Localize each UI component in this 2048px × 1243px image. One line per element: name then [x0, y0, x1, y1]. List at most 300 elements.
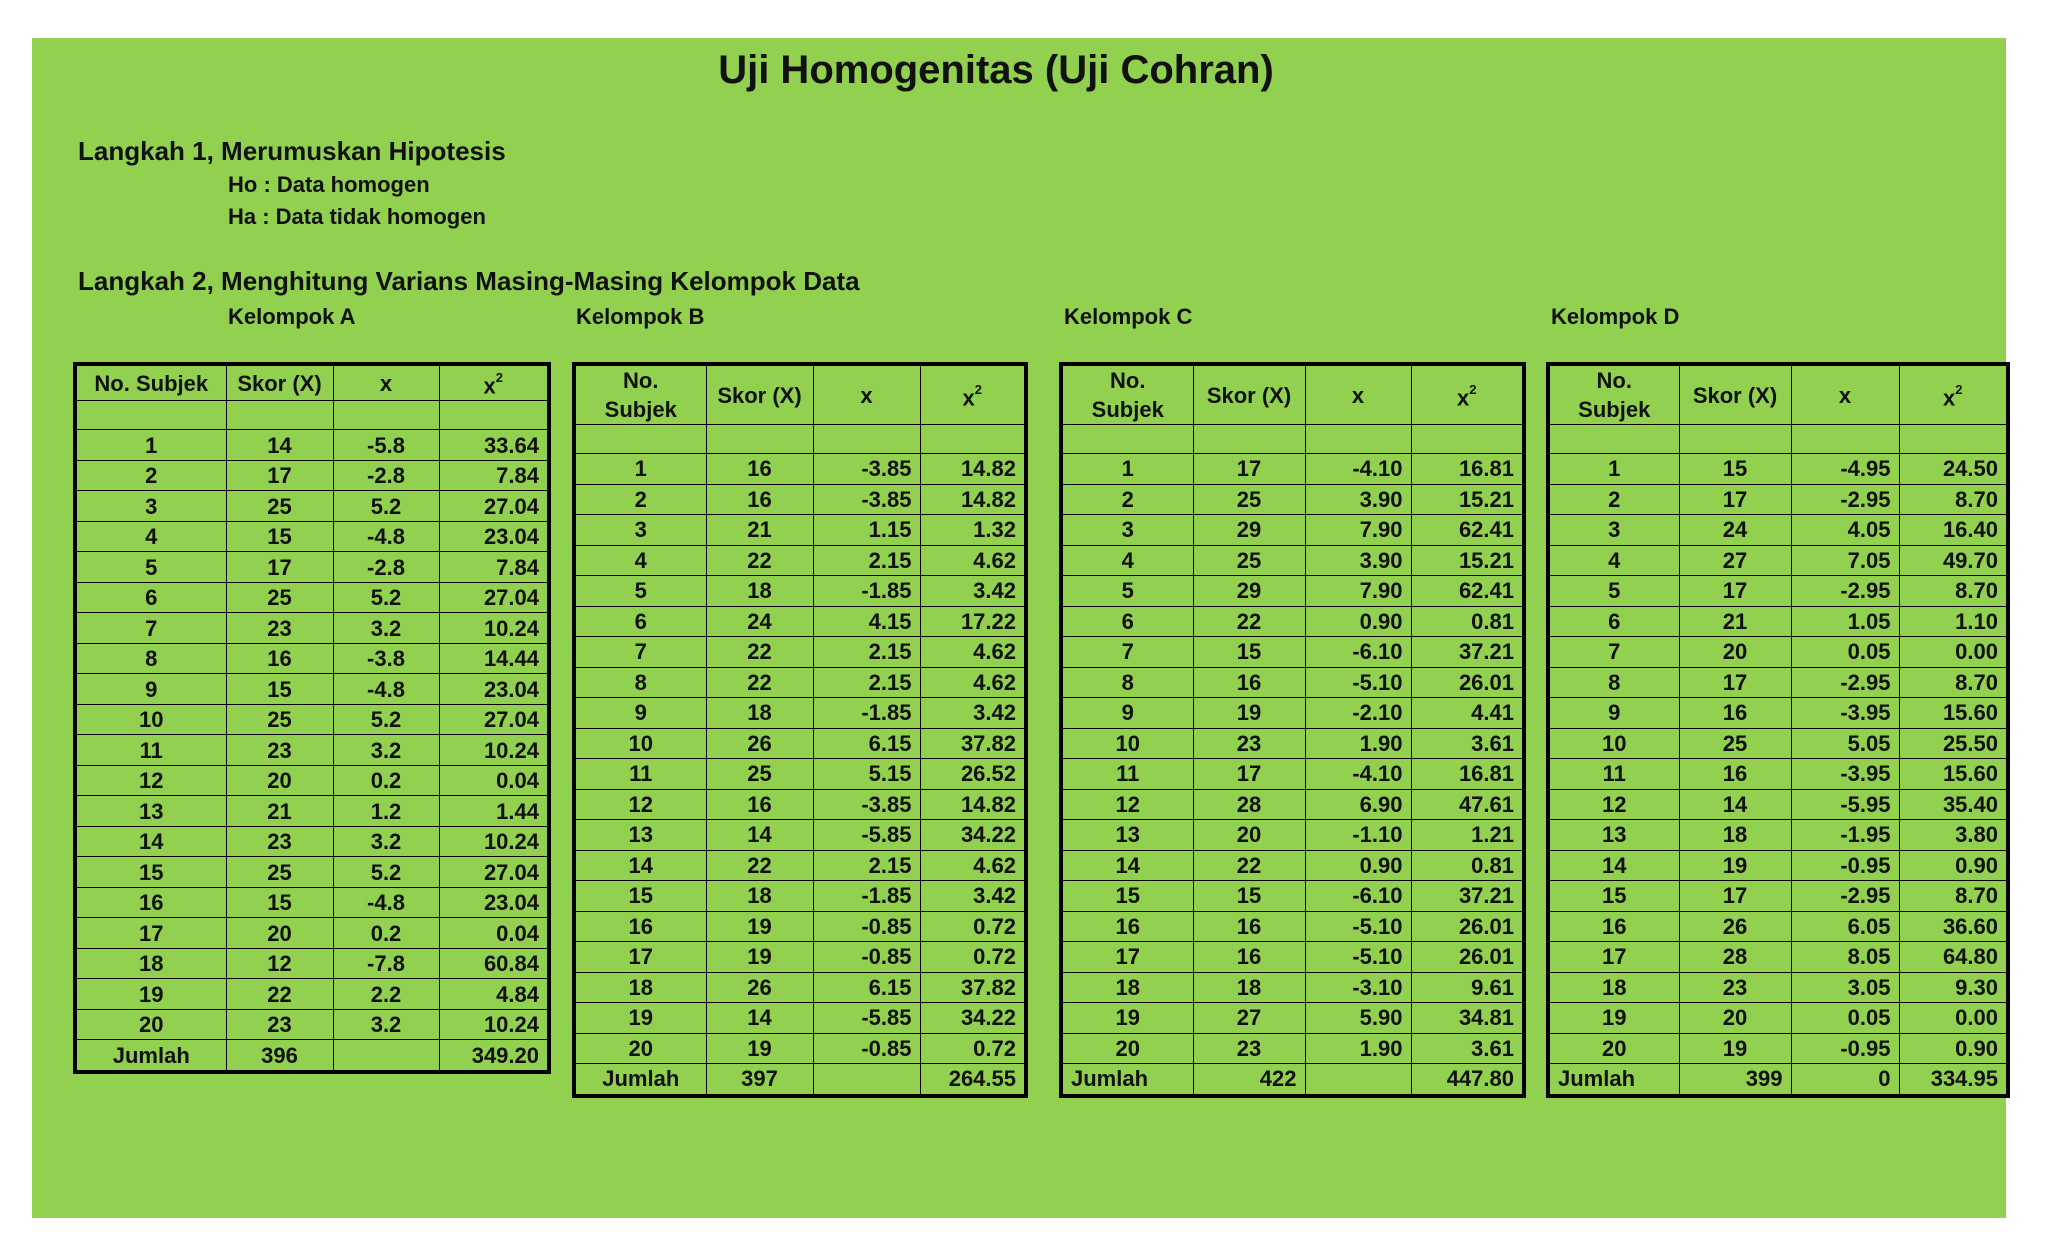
cell-skor: 19: [706, 942, 813, 973]
table-row: [1548, 637, 2008, 668]
cell-no-subjek: 19: [1061, 1003, 1193, 1034]
cell-x-squared: 62.41: [1411, 576, 1524, 607]
cell-no-subjek: 3: [574, 515, 706, 546]
table-row: [75, 1009, 549, 1040]
cell-skor: 16: [226, 643, 333, 674]
cell-no-subjek: 12: [75, 765, 226, 796]
cell-x: 3.90: [1305, 545, 1411, 576]
table-spacer-row: [75, 401, 549, 430]
table-row: [574, 667, 1026, 698]
table-row: [1061, 972, 1524, 1003]
cell-no-subjek: 17: [574, 942, 706, 973]
cell-x-squared: 17.22: [920, 606, 1026, 637]
cell-x-squared: 26.01: [1411, 911, 1524, 942]
cell-x: 3.2: [333, 826, 439, 857]
cell-no-subjek: 15: [1061, 881, 1193, 912]
cell-skor: 16: [1193, 911, 1305, 942]
cell-no-subjek: 17: [1061, 942, 1193, 973]
total-x-squared: 334.95: [1899, 1064, 2008, 1096]
cell-no-subjek: 16: [75, 887, 226, 918]
cell-no-subjek: 1: [574, 454, 706, 485]
cell-no-subjek: 12: [1061, 789, 1193, 820]
empty-cell: [920, 425, 1026, 454]
cell-x: -2.95: [1791, 484, 1899, 515]
total-x-squared: 349.20: [439, 1040, 549, 1072]
cell-x: -1.95: [1791, 820, 1899, 851]
cell-x: -5.95: [1791, 789, 1899, 820]
cell-x: -2.8: [333, 552, 439, 583]
cell-skor: 28: [1193, 789, 1305, 820]
cell-no-subjek: 6: [75, 582, 226, 613]
cell-x-squared: 23.04: [439, 887, 549, 918]
table-row: [574, 698, 1026, 729]
table-row: [1061, 759, 1524, 790]
cell-no-subjek: 9: [75, 674, 226, 705]
table-row: [75, 552, 549, 583]
header-x-squared-base: x: [1943, 385, 1956, 411]
table-spacer-row: [574, 425, 1026, 454]
cell-x-squared: 47.61: [1411, 789, 1524, 820]
table-row: [75, 857, 549, 888]
table-row: [1548, 881, 2008, 912]
table-row: [574, 911, 1026, 942]
table-row: [1061, 911, 1524, 942]
cell-x-squared: 15.60: [1899, 759, 2008, 790]
cell-x: -2.95: [1791, 667, 1899, 698]
header-x-squared-exponent: 2: [1955, 381, 1963, 397]
table-row: [1061, 820, 1524, 851]
group-label-c: Kelompok C: [1064, 304, 1193, 329]
cell-skor: 17: [1679, 881, 1791, 912]
header-no-subjek: No. Subjek: [1548, 364, 1679, 425]
cell-no-subjek: 1: [1548, 454, 1679, 485]
table-row: [574, 606, 1026, 637]
cell-x: -5.8: [333, 430, 439, 461]
table-row: [1061, 789, 1524, 820]
cell-skor: 22: [226, 979, 333, 1010]
header-x-squared: [920, 364, 1026, 425]
cell-skor: 22: [1193, 850, 1305, 881]
table-row: [1548, 667, 2008, 698]
header-skor: Skor (X): [226, 364, 333, 401]
table-row: [75, 979, 549, 1010]
cell-x: 2.15: [813, 545, 920, 576]
cell-x-squared: 16.81: [1411, 454, 1524, 485]
cell-skor: 25: [226, 857, 333, 888]
cell-skor: 14: [226, 430, 333, 461]
table-row: [1061, 698, 1524, 729]
cell-x: -0.85: [813, 911, 920, 942]
cell-x: -5.10: [1305, 942, 1411, 973]
cell-skor: 12: [226, 948, 333, 979]
cell-no-subjek: 6: [574, 606, 706, 637]
cell-x-squared: 34.22: [920, 1003, 1026, 1034]
cell-x: 2.15: [813, 637, 920, 668]
table-row: [1061, 637, 1524, 668]
header-skor: Skor (X): [1193, 364, 1305, 425]
cell-x: 2.2: [333, 979, 439, 1010]
cell-x-squared: 10.24: [439, 826, 549, 857]
header-x: x: [813, 364, 920, 425]
table-header-row: [574, 364, 1026, 425]
cell-skor: 18: [706, 881, 813, 912]
cell-skor: 15: [1679, 454, 1791, 485]
empty-cell: [1899, 425, 2008, 454]
cell-x-squared: 8.70: [1899, 881, 2008, 912]
cell-no-subjek: 20: [574, 1033, 706, 1064]
cell-x-squared: 4.62: [920, 545, 1026, 576]
cell-skor: 18: [706, 576, 813, 607]
cell-x-squared: 3.61: [1411, 1033, 1524, 1064]
cell-no-subjek: 6: [1548, 606, 1679, 637]
cell-skor: 16: [1193, 942, 1305, 973]
table-spacer-row: [1548, 425, 2008, 454]
cell-no-subjek: 13: [1548, 820, 1679, 851]
cell-skor: 25: [1679, 728, 1791, 759]
cell-x: 0.05: [1791, 637, 1899, 668]
cell-no-subjek: 10: [1548, 728, 1679, 759]
table-row: [1548, 759, 2008, 790]
cell-x: -1.10: [1305, 820, 1411, 851]
cell-skor: 14: [706, 1003, 813, 1034]
cell-skor: 14: [706, 820, 813, 851]
cell-skor: 20: [226, 765, 333, 796]
cell-no-subjek: 14: [574, 850, 706, 881]
cell-x-squared: 15.21: [1411, 545, 1524, 576]
cell-x: 0.2: [333, 765, 439, 796]
table-total-row: [1548, 1064, 2008, 1096]
table-header-row: [1548, 364, 2008, 425]
cell-no-subjek: 7: [1548, 637, 1679, 668]
cell-skor: 24: [1679, 515, 1791, 546]
cell-no-subjek: 9: [1548, 698, 1679, 729]
table-row: [75, 491, 549, 522]
empty-cell: [75, 401, 226, 430]
header-x-squared-exponent: 2: [1469, 381, 1477, 397]
cell-x-squared: 0.90: [1899, 850, 2008, 881]
cell-skor: 15: [1193, 881, 1305, 912]
cell-skor: 17: [1679, 667, 1791, 698]
table-row: [1548, 850, 2008, 881]
group-label-a: Kelompok A: [228, 304, 356, 329]
cell-x: 3.90: [1305, 484, 1411, 515]
cell-skor: 26: [706, 972, 813, 1003]
cell-no-subjek: 20: [75, 1009, 226, 1040]
cell-x: -4.8: [333, 887, 439, 918]
cell-x-squared: 14.82: [920, 484, 1026, 515]
cell-x-squared: 0.72: [920, 1033, 1026, 1064]
cell-no-subjek: 4: [1548, 545, 1679, 576]
total-skor: 396: [226, 1040, 333, 1072]
group-label-b: Kelompok B: [576, 304, 705, 329]
table-row: [75, 643, 549, 674]
cell-x-squared: 9.30: [1899, 972, 2008, 1003]
table-row: [75, 582, 549, 613]
cell-x-squared: 7.84: [439, 460, 549, 491]
hypothesis-ha: Ha : Data tidak homogen: [228, 204, 486, 229]
header-x: x: [1791, 364, 1899, 425]
cell-no-subjek: 2: [574, 484, 706, 515]
cell-no-subjek: 18: [574, 972, 706, 1003]
total-skor: 399: [1679, 1064, 1791, 1096]
cell-no-subjek: 4: [75, 521, 226, 552]
cell-no-subjek: 5: [1061, 576, 1193, 607]
cell-x-squared: 15.60: [1899, 698, 2008, 729]
cell-no-subjek: 8: [75, 643, 226, 674]
cell-skor: 17: [1679, 484, 1791, 515]
cell-x: 5.2: [333, 704, 439, 735]
table-row: [75, 887, 549, 918]
page-title: Uji Homogenitas (Uji Cohran): [718, 48, 1274, 92]
table-total-row: [1061, 1064, 1524, 1096]
cell-x: 5.15: [813, 759, 920, 790]
cell-x-squared: 24.50: [1899, 454, 2008, 485]
cell-skor: 27: [1679, 545, 1791, 576]
cell-skor: 22: [706, 545, 813, 576]
cell-no-subjek: 5: [574, 576, 706, 607]
cell-no-subjek: 17: [1548, 942, 1679, 973]
total-skor: 397: [706, 1064, 813, 1096]
table-row: [574, 637, 1026, 668]
cell-x: -5.85: [813, 820, 920, 851]
cell-x: 1.05: [1791, 606, 1899, 637]
table-total-row: [75, 1040, 549, 1072]
cell-no-subjek: 8: [1061, 667, 1193, 698]
cell-x: 0.90: [1305, 850, 1411, 881]
table-row: [1548, 789, 2008, 820]
cell-skor: 29: [1193, 515, 1305, 546]
total-x: [1305, 1064, 1411, 1096]
table-row: [75, 521, 549, 552]
cell-x-squared: 27.04: [439, 582, 549, 613]
cell-skor: 14: [1679, 789, 1791, 820]
table-row: [574, 545, 1026, 576]
total-x: [333, 1040, 439, 1072]
cell-x: -2.8: [333, 460, 439, 491]
cell-x-squared: 27.04: [439, 704, 549, 735]
cell-x-squared: 16.40: [1899, 515, 2008, 546]
table-row: [1548, 698, 2008, 729]
cell-x: -2.10: [1305, 698, 1411, 729]
table-row: [75, 948, 549, 979]
table-row: [75, 430, 549, 461]
cell-skor: 22: [1193, 606, 1305, 637]
cell-skor: 18: [706, 698, 813, 729]
cell-x: 6.90: [1305, 789, 1411, 820]
cell-skor: 21: [1679, 606, 1791, 637]
table-row: [75, 460, 549, 491]
cell-x: 1.2: [333, 796, 439, 827]
cell-no-subjek: 8: [574, 667, 706, 698]
empty-cell: [1061, 425, 1193, 454]
cell-no-subjek: 11: [75, 735, 226, 766]
empty-cell: [574, 425, 706, 454]
cell-no-subjek: 13: [574, 820, 706, 851]
cell-x: -3.8: [333, 643, 439, 674]
step2-heading: Langkah 2, Menghitung Varians Masing-Masing Kelompok Data: [78, 266, 860, 296]
table-kelompok-d: [1546, 362, 2010, 1098]
cell-no-subjek: 7: [1061, 637, 1193, 668]
cell-x-squared: 27.04: [439, 491, 549, 522]
cell-x-squared: 49.70: [1899, 545, 2008, 576]
cell-x-squared: 9.61: [1411, 972, 1524, 1003]
table-row: [574, 820, 1026, 851]
cell-x: -4.8: [333, 521, 439, 552]
cell-x-squared: 23.04: [439, 674, 549, 705]
cell-x-squared: 4.62: [920, 850, 1026, 881]
cell-x: -0.95: [1791, 1033, 1899, 1064]
table-row: [1548, 942, 2008, 973]
table-kelompok-b: [572, 362, 1028, 1098]
cell-no-subjek: 12: [1548, 789, 1679, 820]
cell-x: 6.15: [813, 972, 920, 1003]
cell-x: -2.95: [1791, 881, 1899, 912]
cell-x: 0.2: [333, 918, 439, 949]
cell-no-subjek: 3: [75, 491, 226, 522]
cell-x-squared: 0.72: [920, 942, 1026, 973]
cell-no-subjek: 7: [574, 637, 706, 668]
cell-x: 5.2: [333, 582, 439, 613]
cell-skor: 23: [1193, 1033, 1305, 1064]
table-row: [1548, 606, 2008, 637]
header-x: x: [333, 364, 439, 401]
cell-x-squared: 4.62: [920, 637, 1026, 668]
cell-skor: 25: [1193, 545, 1305, 576]
cell-skor: 20: [1679, 637, 1791, 668]
total-label: Jumlah: [574, 1064, 706, 1096]
cell-skor: 15: [226, 887, 333, 918]
empty-cell: [1791, 425, 1899, 454]
cell-no-subjek: 2: [1061, 484, 1193, 515]
empty-cell: [1548, 425, 1679, 454]
cell-skor: 27: [1193, 1003, 1305, 1034]
cell-x: 5.90: [1305, 1003, 1411, 1034]
cell-x: -4.95: [1791, 454, 1899, 485]
table-row: [75, 826, 549, 857]
cell-no-subjek: 11: [1061, 759, 1193, 790]
cell-skor: 23: [226, 613, 333, 644]
cell-no-subjek: 15: [574, 881, 706, 912]
header-no-subjek: No. Subjek: [574, 364, 706, 425]
table-row: [1061, 606, 1524, 637]
cell-x: 7.05: [1791, 545, 1899, 576]
table-row: [1061, 484, 1524, 515]
cell-x-squared: 8.70: [1899, 667, 2008, 698]
cell-no-subjek: 13: [75, 796, 226, 827]
total-skor: 422: [1193, 1064, 1305, 1096]
table-row: [1548, 1003, 2008, 1034]
cell-x: -3.95: [1791, 698, 1899, 729]
cell-skor: 19: [1679, 850, 1791, 881]
cell-x: 3.2: [333, 1009, 439, 1040]
table-row: [1548, 515, 2008, 546]
cell-no-subjek: 18: [1548, 972, 1679, 1003]
cell-x: 2.15: [813, 850, 920, 881]
cell-no-subjek: 3: [1061, 515, 1193, 546]
cell-no-subjek: 9: [1061, 698, 1193, 729]
cell-skor: 16: [706, 789, 813, 820]
cell-x-squared: 1.21: [1411, 820, 1524, 851]
cell-skor: 21: [706, 515, 813, 546]
cell-x-squared: 34.22: [920, 820, 1026, 851]
cell-x-squared: 1.44: [439, 796, 549, 827]
cell-x-squared: 23.04: [439, 521, 549, 552]
cell-x-squared: 36.60: [1899, 911, 2008, 942]
cell-x-squared: 37.21: [1411, 637, 1524, 668]
cell-skor: 20: [1679, 1003, 1791, 1034]
header-x-squared-exponent: 2: [495, 370, 503, 385]
cell-skor: 21: [226, 796, 333, 827]
empty-cell: [706, 425, 813, 454]
header-x-squared: [1411, 364, 1524, 425]
total-label: Jumlah: [1061, 1064, 1193, 1096]
cell-skor: 16: [706, 454, 813, 485]
header-x-squared: [439, 364, 549, 401]
cell-x: 6.15: [813, 728, 920, 759]
cell-skor: 19: [1679, 1033, 1791, 1064]
empty-cell: [813, 425, 920, 454]
cell-x: -0.85: [813, 942, 920, 973]
empty-cell: [1305, 425, 1411, 454]
cell-x: 6.05: [1791, 911, 1899, 942]
cell-skor: 15: [226, 521, 333, 552]
cell-skor: 17: [1193, 454, 1305, 485]
cell-x-squared: 8.70: [1899, 576, 2008, 607]
cell-x: 1.15: [813, 515, 920, 546]
cell-skor: 20: [226, 918, 333, 949]
cell-skor: 17: [226, 552, 333, 583]
empty-cell: [1679, 425, 1791, 454]
cell-x-squared: 3.61: [1411, 728, 1524, 759]
cell-no-subjek: 10: [574, 728, 706, 759]
empty-cell: [226, 401, 333, 430]
cell-skor: 22: [706, 637, 813, 668]
cell-no-subjek: 20: [1061, 1033, 1193, 1064]
table-kelompok-a: [73, 362, 551, 1074]
cell-x: -3.10: [1305, 972, 1411, 1003]
table-row: [1061, 576, 1524, 607]
cell-no-subjek: 14: [1548, 850, 1679, 881]
cell-x-squared: 16.81: [1411, 759, 1524, 790]
table-row: [1548, 545, 2008, 576]
cell-x-squared: 37.82: [920, 728, 1026, 759]
cell-skor: 22: [706, 850, 813, 881]
table-spacer-row: [1061, 425, 1524, 454]
cell-x: -3.85: [813, 789, 920, 820]
header-x-squared: [1899, 364, 2008, 425]
cell-no-subjek: 13: [1061, 820, 1193, 851]
cell-no-subjek: 19: [574, 1003, 706, 1034]
cell-no-subjek: 7: [75, 613, 226, 644]
cell-x-squared: 3.80: [1899, 820, 2008, 851]
table-row: [1548, 454, 2008, 485]
cell-x: -6.10: [1305, 881, 1411, 912]
table-row: [1548, 820, 2008, 851]
header-skor: Skor (X): [706, 364, 813, 425]
table-row: [1061, 1003, 1524, 1034]
table-row: [1061, 454, 1524, 485]
table-row: [574, 972, 1026, 1003]
cell-x-squared: 0.90: [1899, 1033, 2008, 1064]
cell-x-squared: 62.41: [1411, 515, 1524, 546]
worksheet: [32, 38, 2006, 1218]
cell-skor: 26: [1679, 911, 1791, 942]
empty-cell: [439, 401, 549, 430]
empty-cell: [333, 401, 439, 430]
cell-x-squared: 33.64: [439, 430, 549, 461]
header-skor: Skor (X): [1679, 364, 1791, 425]
cell-x: 2.15: [813, 667, 920, 698]
